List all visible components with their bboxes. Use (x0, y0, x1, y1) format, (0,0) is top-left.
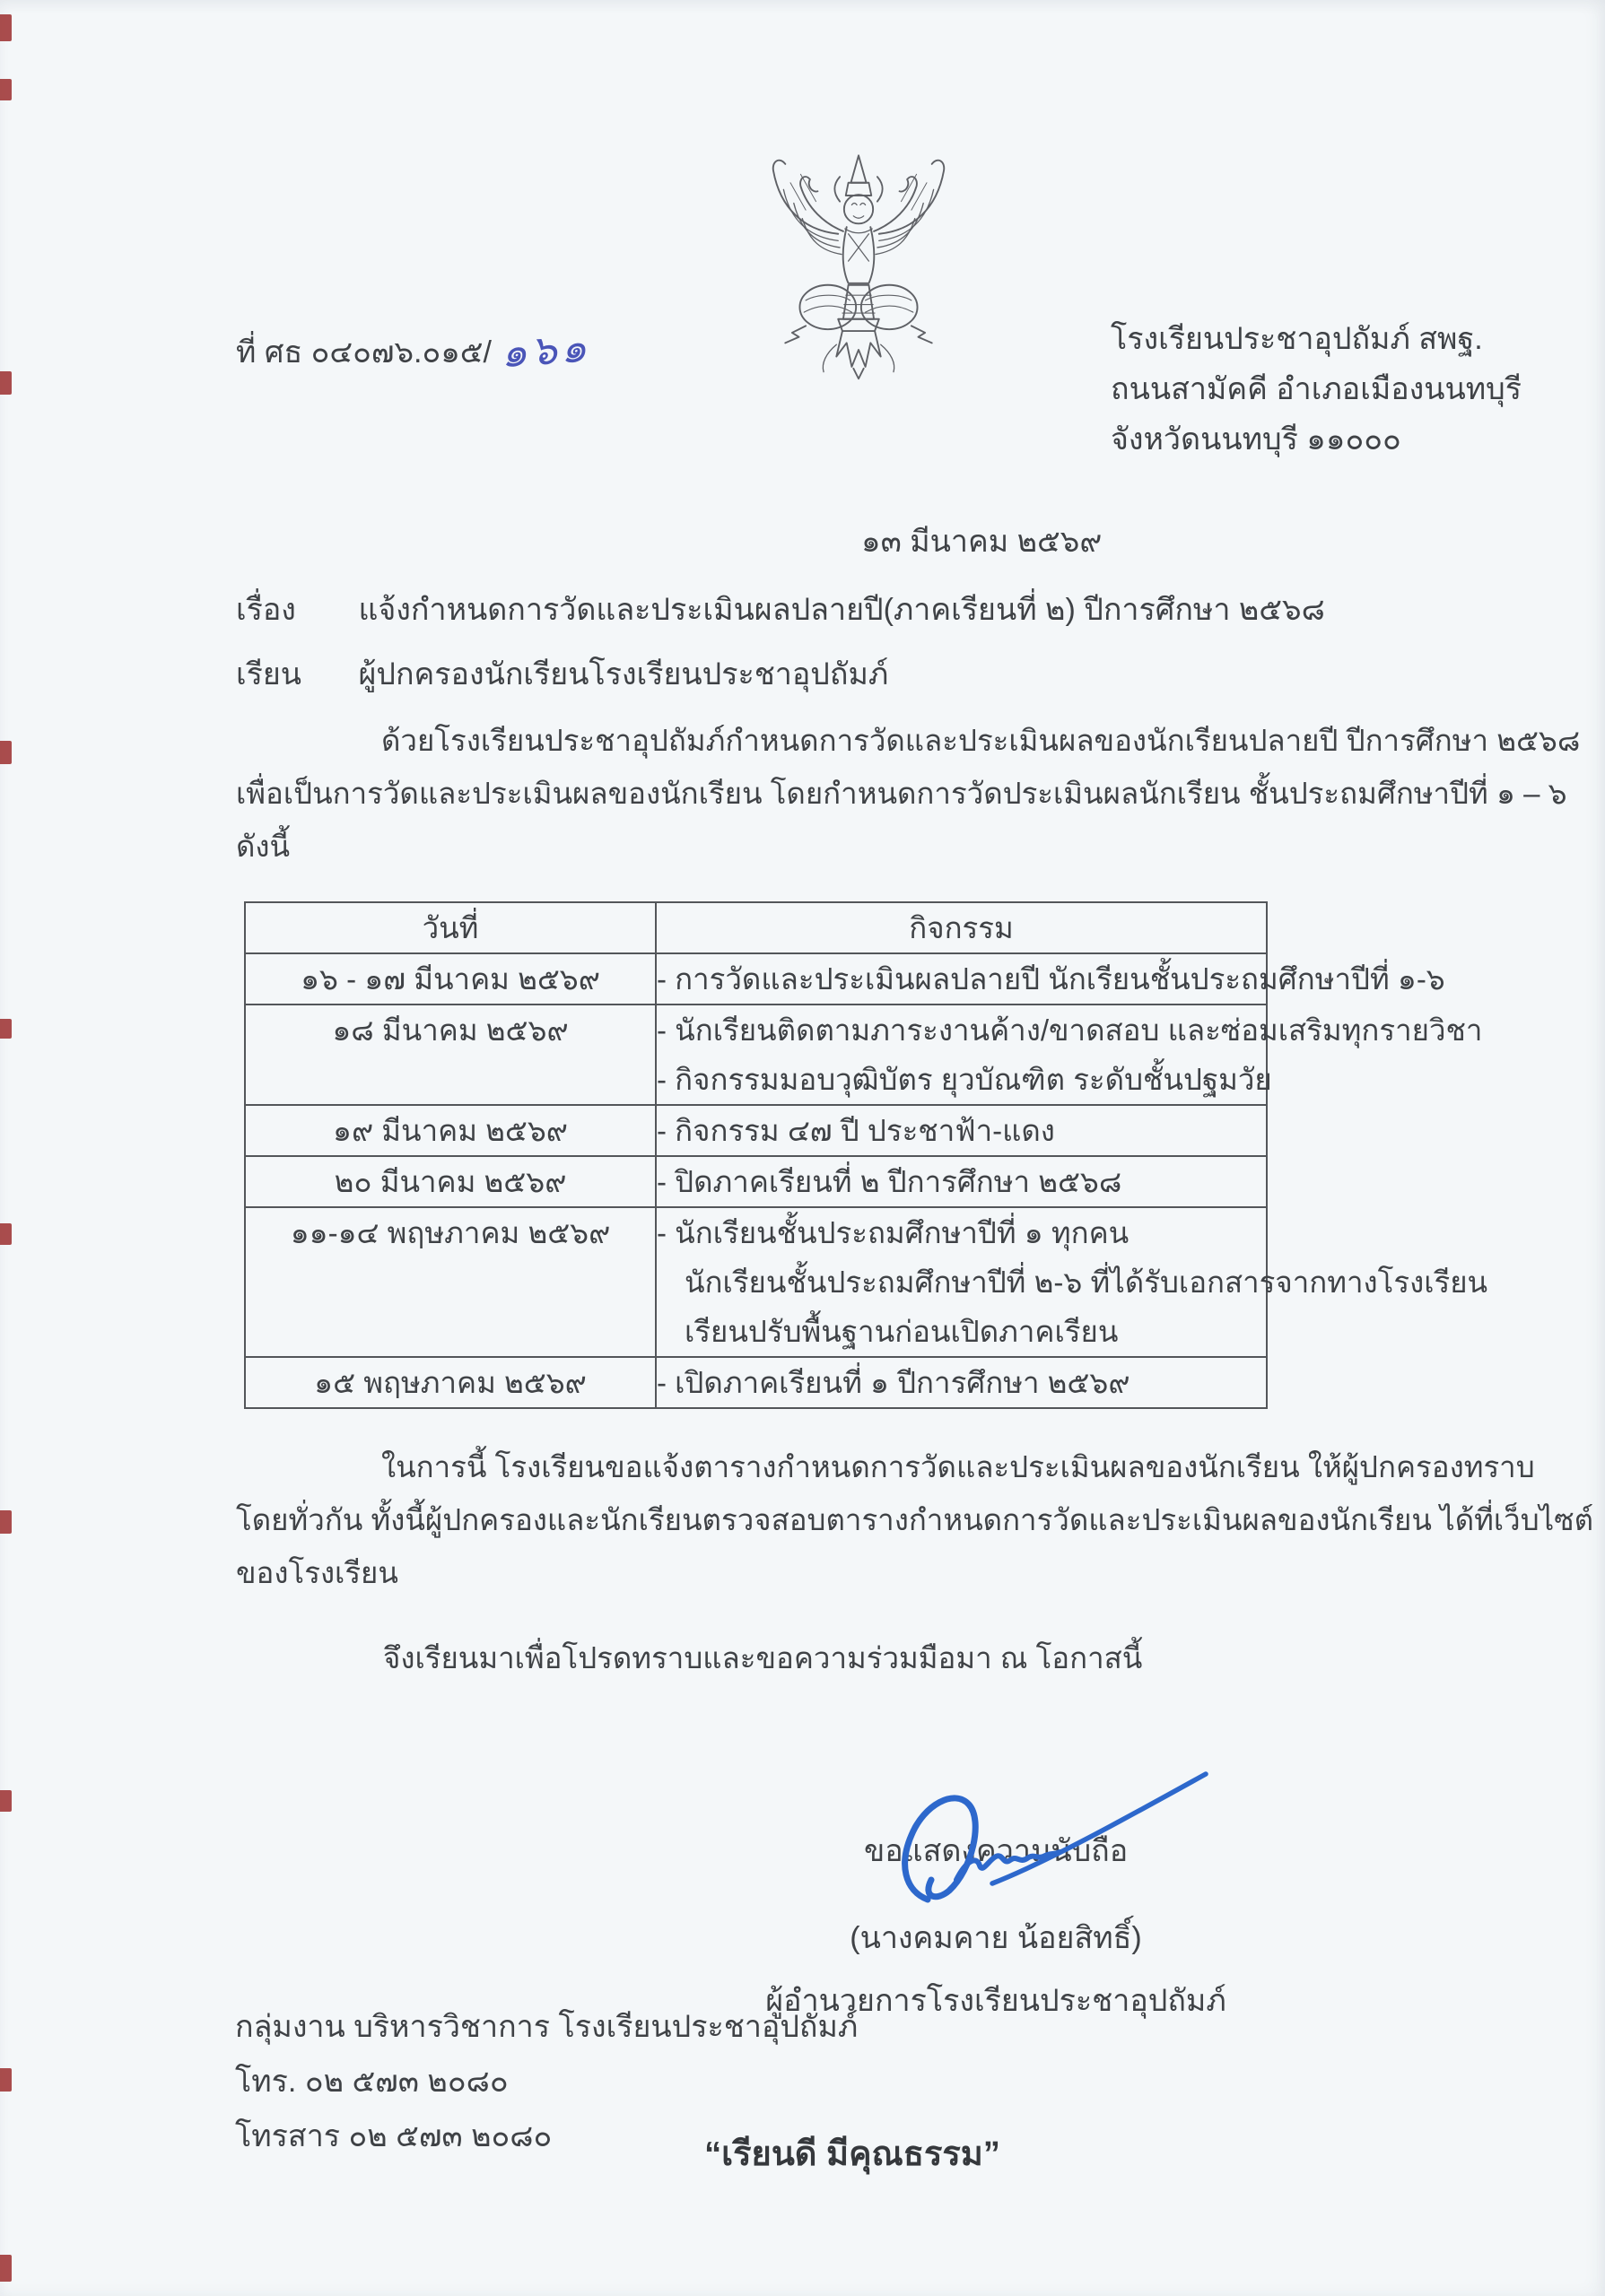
schedule-table (244, 901, 1488, 1409)
scan-artifact-mark (0, 14, 12, 41)
scan-artifact-mark (0, 1790, 12, 1812)
col-header-activity: กิจกรรม (656, 902, 1267, 953)
signer-title: ผู้อำนวยการโรงเรียนประชาอุปถัมภ์ (765, 1984, 1226, 2018)
activity-line: นักเรียนชั้นประถมศึกษาปีที่ ๒-๖ ที่ได้รับเอกสารจากทางโรงเรียน (685, 1265, 1488, 1299)
signature-scribble (886, 1765, 1227, 1925)
school-motto: “เรียนดี มีคุณธรรม” (704, 2135, 1000, 2173)
scan-artifact-mark (0, 2255, 12, 2282)
signer-name: (นางคมคาย น้อยสิทธิ์) (850, 1921, 1142, 1955)
scan-artifact-mark (0, 1019, 12, 1039)
paragraph-line: ของโรงเรียน (236, 1556, 398, 1589)
activity-line: - กิจกรรมมอบวุฒิบัตร ยุวบัณฑิต ระดับชั้นปฐมวัย (657, 1063, 1272, 1096)
addressee-row (236, 649, 888, 698)
letter-date: ๑๓ มีนาคม ๒๕๖๙ (861, 525, 1103, 559)
schedule-date-cell: ๒๐ มีนาคม ๒๕๖๙ (245, 1156, 656, 1207)
schedule-activity-cell (656, 1207, 1488, 1357)
subject-label: เรื่อง (236, 593, 296, 627)
schedule-date-cell: ๑๙ มีนาคม ๒๕๖๙ (245, 1105, 656, 1156)
paragraph-line: โดยทั่วกัน ทั้งนี้ผู้ปกครองและนักเรียนตรวจสอบตารางกำหนดการวัดและประเมินผลของนักเรียน ได้ที่เว็บไซต์ (236, 1503, 1594, 1536)
reference-number-handwritten: ๑๖๑ (499, 323, 592, 377)
schedule-row (245, 1357, 1267, 1408)
scan-artifact-mark (0, 371, 12, 395)
footer-department: กลุ่มงาน บริหารวิชาการ โรงเรียนประชาอุปถัมภ์ (235, 2010, 859, 2044)
scan-artifact-mark (0, 79, 12, 100)
sender-street-line: ถนนสามัคคี อำเภอเมืองนนทบุรี (1111, 372, 1522, 406)
intro-paragraph (236, 714, 1580, 873)
schedule-row (245, 1156, 1267, 1207)
paragraph-line: ด้วยโรงเรียนประชาอุปถัมภ์กำหนดการวัดและประเมินผลของนักเรียนปลายปี ปีการศึกษา ๒๕๖๘ (381, 724, 1581, 757)
activity-line: - การวัดและประเมินผลปลายปี นักเรียนชั้นประถมศึกษาปีที่ ๑-๖ (657, 962, 1445, 996)
schedule-row (245, 1004, 1267, 1105)
scan-artifact-mark (0, 741, 12, 764)
col-header-date: วันที่ (245, 902, 656, 953)
closing-paragraph (236, 1440, 1593, 1599)
schedule-date-cell: ๑๑-๑๔ พฤษภาคม ๒๕๖๙ (245, 1207, 656, 1357)
paragraph-line: ดังนี้ (236, 830, 291, 863)
activity-line: - กิจกรรม ๔๗ ปี ประชาฟ้า-แดง (657, 1114, 1055, 1147)
paragraph-line: เพื่อเป็นการวัดและประเมินผลของนักเรียน โดยกำหนดการวัดประเมินผลนักเรียน ชั้นประถมศึกษาปีที่ ๑ – ๖ (236, 777, 1567, 810)
footer-fax: โทรสาร ๐๒ ๕๗๓ ๒๐๘๐ (235, 2119, 553, 2153)
reference-number-printed: ที่ ศธ ๐๔๐๗๖.๐๑๕/ (236, 335, 492, 370)
scan-artifact-mark (0, 1223, 12, 1245)
activity-line: - นักเรียนติดตามภาระงานค้าง/ขาดสอบ และซ่อมเสริมทุกรายวิชา (657, 1013, 1483, 1047)
schedule-header-row (245, 902, 1267, 953)
addressee-text: ผู้ปกครองนักเรียนโรงเรียนประชาอุปถัมภ์ (358, 657, 889, 691)
sender-province-line: จังหวัดนนทบุรี ๑๑๐๐๐ (1111, 422, 1401, 457)
subject-text: แจ้งกำหนดการวัดและประเมินผลปลายปี(ภาคเรียนที่ ๒) ปีการศึกษา ๒๕๖๘ (358, 593, 1325, 627)
schedule-date-cell: ๑๖ - ๑๗ มีนาคม ๒๕๖๙ (245, 953, 656, 1004)
reference-number (236, 316, 590, 381)
schedule-date-cell: ๑๘ มีนาคม ๒๕๖๙ (245, 1004, 656, 1105)
scan-artifact-mark (0, 1510, 12, 1534)
schedule-row (245, 1105, 1267, 1156)
sender-school-line: โรงเรียนประชาอุปถัมภ์ สพฐ. (1111, 322, 1483, 356)
schedule-activity-cell (656, 1105, 1267, 1156)
subject-row (236, 585, 1325, 633)
salutation: ขอแสดงความนับถือ (864, 1834, 1129, 1868)
closing-sentence: จึงเรียนมาเพื่อโปรดทราบและขอความร่วมมือมา ณ โอกาสนี้ (383, 1641, 1143, 1674)
schedule-date-cell: ๑๕ พฤษภาคม ๒๕๖๙ (245, 1357, 656, 1408)
activity-line: - เปิดภาคเรียนที่ ๑ ปีการศึกษา ๒๕๖๙ (657, 1366, 1130, 1399)
paragraph-line: ในการนี้ โรงเรียนขอแจ้งตารางกำหนดการวัดและประเมินผลของนักเรียน ให้ผู้ปกครองทราบ (381, 1450, 1535, 1483)
activity-line: เรียนปรับพื้นฐานก่อนเปิดภาคเรียน (685, 1315, 1119, 1348)
garuda-emblem (756, 144, 961, 384)
schedule-activity-cell (656, 1357, 1267, 1408)
schedule-activity-cell (656, 1156, 1267, 1207)
scan-artifact-mark (0, 2068, 12, 2092)
schedule-row (245, 953, 1267, 1004)
schedule-activity-cell (656, 1004, 1483, 1105)
activity-line: - ปิดภาคเรียนที่ ๒ ปีการศึกษา ๒๕๖๘ (657, 1165, 1122, 1198)
addressee-label: เรียน (236, 657, 302, 691)
schedule-activity-cell (656, 953, 1445, 1004)
sender-address (1111, 314, 1522, 465)
schedule-row (245, 1207, 1267, 1357)
footer-telephone: โทร. ๐๒ ๕๗๓ ๒๐๘๐ (235, 2065, 509, 2099)
activity-line: - นักเรียนชั้นประถมศึกษาปีที่ ๑ ทุกคน (657, 1216, 1130, 1249)
